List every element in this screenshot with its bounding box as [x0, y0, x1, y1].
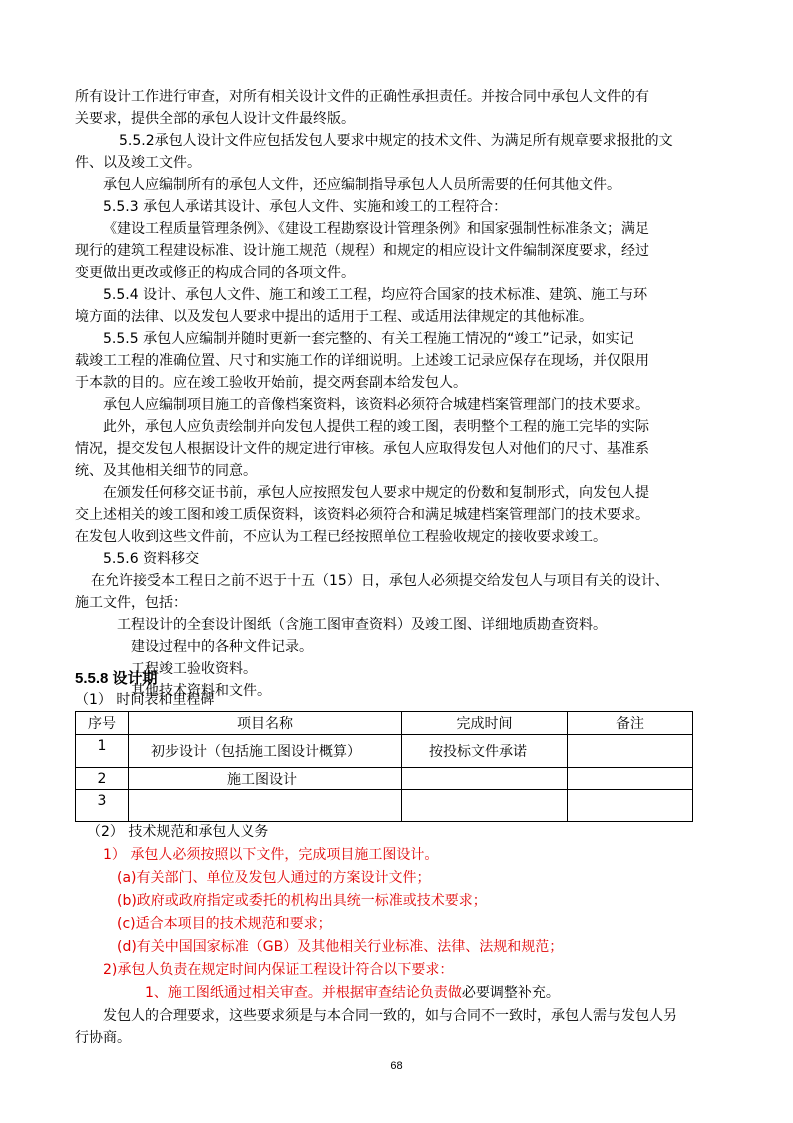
- para-line: 承包人应编制所有的承包人文件，还应编制指导承包人人员所需要的任何其他文件。: [103, 177, 621, 193]
- para-line: 所有设计工作进行审查，对所有相关设计文件的正确性承担责任。并按合同中承包人文件的有: [75, 89, 649, 105]
- para-line: 行协商。: [75, 1030, 131, 1046]
- para-line: 统、及其他相关细节的同意。: [75, 463, 257, 479]
- list-item: 其他技术资料和文件。: [131, 683, 271, 699]
- para-line: 现行的建筑工程建设标准、设计施工规范（规程）和规定的相应设计文件编制深度要求，经过: [75, 243, 649, 259]
- para-line: 发包人的合理要求，这些要求须是与本合同一致的，如与合同不一致时，承包人需与发包人另: [103, 1008, 677, 1024]
- para-line: 《建设工程质量管理条例》、《建设工程勘察设计管理条例》和国家强制性标准条文；满足: [103, 221, 649, 237]
- subsection-title-specs: （2） 技术规范和承包人义务: [87, 824, 269, 840]
- subsection-title-schedule: （1） 时间表和里程碑: [75, 692, 215, 708]
- table-cell: 初步设计（包括施工图设计概算）: [129, 735, 402, 768]
- requirement-line: (b)政府或政府指定或委托的机构出具统一标准或技术要求；: [117, 893, 487, 909]
- para-line: 于本款的目的。应在竣工验收开始前，提交两套副本给发包人。: [75, 375, 467, 391]
- page-number: 68: [390, 1060, 403, 1072]
- table-cell: 3: [76, 790, 129, 822]
- list-item: 建设过程中的各种文件记录。: [131, 639, 313, 655]
- list-item: 工程竣工验收资料。: [131, 661, 257, 677]
- para-line: 在颁发任何移交证书前，承包人应按照发包人要求中规定的份数和复制形式，向发包人提: [103, 485, 649, 501]
- para-line: 5.5.3 承包人承诺其设计、承包人文件、实施和竣工的工程符合：: [103, 199, 508, 215]
- table-cell: [402, 768, 568, 790]
- requirement-line: 2)承包人负责在规定时间内保证工程设计符合以下要求：: [103, 962, 454, 978]
- schedule-table: [75, 711, 693, 822]
- requirement-line: [145, 984, 560, 1002]
- table-row: [76, 790, 693, 822]
- table-cell: 施工图设计: [129, 768, 402, 790]
- table-cell: 1: [76, 735, 129, 768]
- table-row: [76, 735, 693, 768]
- table-cell: [568, 790, 693, 822]
- para-line: 5.5.5 承包人应编制并随时更新一套完整的、有关工程施工情况的“竣工”记录，如实记: [103, 331, 634, 347]
- para-line: 此外，承包人应负责绘制并向发包人提供工程的竣工图，表明整个工程的施工完毕的实际: [103, 419, 649, 435]
- table-row: [76, 768, 693, 790]
- table-cell: 按投标文件承诺: [402, 735, 568, 768]
- para-line: 境方面的法律、以及发包人要求中提出的适用于工程、或适用法律规定的其他标准。: [75, 309, 593, 325]
- table-header-cell: 序号: [76, 712, 129, 735]
- para-line: 关要求，提供全部的承包人设计文件最终版。: [75, 111, 355, 127]
- section-heading-556: 5.5.6 资料移交: [103, 551, 200, 567]
- table-cell: [568, 768, 693, 790]
- table-header-cell: 项目名称: [129, 712, 402, 735]
- table-cell: [129, 790, 402, 822]
- para-line: 交上述相关的竣工图和竣工质保资料，该资料必须符合和满足城建档案管理部门的技术要求。: [75, 507, 649, 523]
- table-cell: [568, 735, 693, 768]
- para-line: 5.5.4 设计、承包人文件、施工和竣工工程，均应符合国家的技术标准、建筑、施工与环: [103, 287, 648, 303]
- para-line: 在发包人收到这些文件前，不应认为工程已经按照单位工程验收规定的接收要求竣工。: [75, 529, 607, 545]
- requirement-line: (a)有关部门、单位及发包人通过的方案设计文件；: [117, 870, 431, 886]
- para-line: 5.5.2承包人设计文件应包括发包人要求中规定的技术文件、为满足所有规章要求报批的文: [119, 133, 673, 149]
- requirement-black-part: 必要调整补充。: [461, 985, 560, 1001]
- table-cell: [402, 790, 568, 822]
- para-line: 施工文件，包括：: [75, 595, 187, 611]
- table-header-row: [76, 712, 693, 735]
- section-heading-558: 5.5.8 设计期: [75, 670, 158, 687]
- table-cell: 2: [76, 768, 129, 790]
- para-line: 件、以及竣工文件。: [75, 155, 201, 171]
- requirement-line: (c)适合本项目的技术规范和要求；: [117, 916, 332, 932]
- para-line: 变更做出更改或修正的构成合同的各项文件。: [75, 265, 355, 281]
- requirement-line: 1） 承包人必须按照以下文件，完成项目施工图设计。: [103, 847, 439, 863]
- para-line: 载竣工工程的准确位置、尺寸和实施工作的详细说明。上述竣工记录应保存在现场，并仅限用: [75, 353, 649, 369]
- requirement-line: (d)有关中国国家标准（GB）及其他相关行业标准、法律、法规和规范；: [117, 939, 564, 955]
- table-header-cell: 备注: [568, 712, 693, 735]
- para-line: 情况，提交发包人根据设计文件的规定进行审核。承包人应取得发包人对他们的尺寸、基准系: [75, 441, 649, 457]
- table-header-cell: 完成时间: [402, 712, 568, 735]
- para-line: 在允许接受本工程日之前不迟于十五（15）日，承包人必须提交给发包人与项目有关的设计、: [91, 573, 669, 589]
- list-item: 工程设计的全套设计图纸（含施工图审查资料）及竣工图、详细地质勘查资料。: [117, 617, 607, 633]
- requirement-red-part: 1、施工图纸通过相关审查。并根据审查结论负责做: [145, 985, 462, 1001]
- para-line: 承包人应编制项目施工的音像档案资料，该资料必须符合城建档案管理部门的技术要求。: [103, 397, 649, 413]
